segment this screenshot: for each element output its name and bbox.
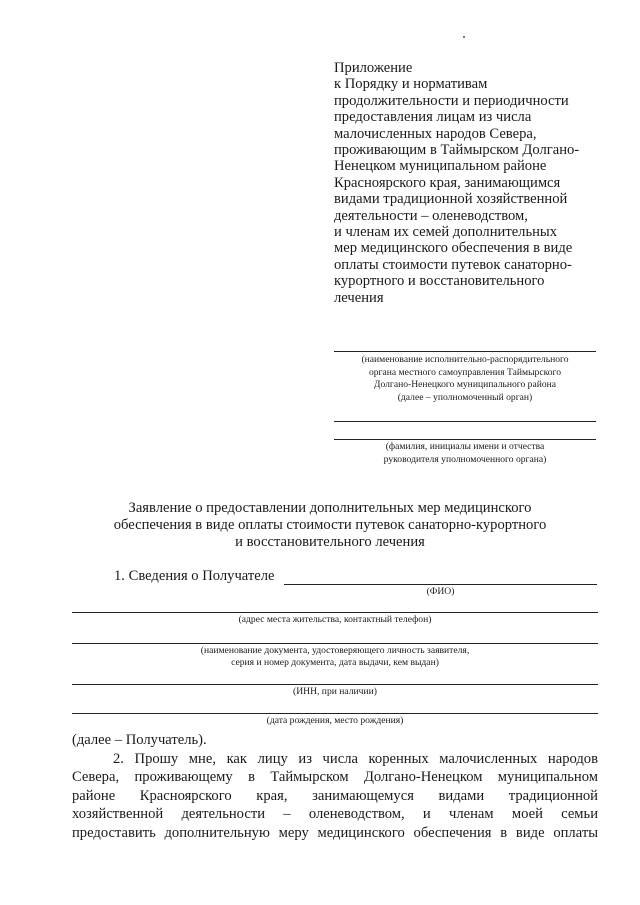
annex-line: Приложение: [334, 60, 413, 76]
section2-line: хозяйственной деятельности – оленеводством, и членам моей семьи: [72, 806, 598, 823]
annex-line: Красноярского края, занимающимся: [334, 174, 561, 191]
annex-line: курортного и восстановительного: [334, 273, 545, 290]
annex-line: лечения: [334, 289, 384, 306]
section2-line: предоставить дополнительную меру медицинского обеспечения в виде оплаты: [72, 824, 598, 841]
fio-field[interactable]: [284, 584, 597, 585]
recipient-note: (далее – Получатель).: [72, 732, 207, 748]
birth-caption: (дата рождения, место рождения): [266, 715, 404, 726]
body-text: [72, 731, 598, 843]
caption-line: (далее – уполномоченный орган): [397, 391, 533, 403]
title-line: Заявление о предоставлении дополнительных мер медицинского: [128, 500, 532, 516]
address-field[interactable]: [72, 612, 598, 613]
annex-line: оплаты стоимости путевок санаторно-: [334, 256, 572, 273]
annex-line: предоставления лицам из числа: [334, 109, 532, 126]
organ-name-field[interactable]: [334, 351, 596, 352]
annex-header: [334, 60, 624, 306]
address-caption: (адрес места жительства, контактный телефон): [238, 614, 432, 625]
inn-caption: (ИНН, при наличии): [293, 686, 377, 697]
head-name-field-1[interactable]: [334, 421, 596, 422]
title-line: обеспечения в виде оплаты стоимости путевок санаторно-курортного: [113, 517, 547, 533]
caption-line: органа местного самоуправления Таймырского: [368, 366, 562, 378]
section2-line: районе Красноярского края, занимающемуся видами традиционной: [72, 787, 598, 804]
id-document-caption-1: (наименование документа, удостоверяющего личность заявителя,: [200, 645, 470, 656]
title-line: и восстановительного лечения: [235, 534, 425, 550]
caption-line: руководителя уполномоченного органа): [383, 453, 547, 465]
annex-line: к Порядку и нормативам: [334, 76, 488, 93]
organ-caption: [334, 354, 596, 404]
section2-line: 2. Прошу мне, как лицу из числа коренных малочисленных народов: [113, 750, 598, 767]
head-caption: [334, 441, 596, 466]
caption-line: (наименование исполнительно-распорядительного: [361, 354, 569, 365]
annex-line: деятельности – оленеводством,: [334, 207, 528, 224]
annex-line: продолжительности и периодичности: [334, 92, 569, 109]
inn-field[interactable]: [72, 684, 598, 685]
section1-label: 1. Сведения о Получателе: [114, 568, 275, 584]
birth-field[interactable]: [72, 713, 598, 714]
annex-line: Ненецком муниципальном районе: [334, 158, 547, 175]
annex-line: мер медицинского обеспечения в виде: [334, 240, 573, 257]
application-title: [60, 500, 600, 551]
section2-line: Севера, проживающему в Таймырском Долгано-Ненецком муниципальном: [72, 769, 598, 786]
annex-line: и членам их семей дополнительных: [334, 224, 558, 241]
caption-line: Долгано-Ненецкого муниципального района: [373, 379, 557, 390]
id-document-field[interactable]: [72, 643, 598, 644]
head-name-field-2[interactable]: [334, 439, 596, 440]
caption-line: (фамилия, инициалы имени и отчества: [385, 441, 545, 452]
id-document-caption-2: серия и номер документа, дата выдачи, кем выдан): [231, 657, 439, 668]
annex-line: видами традиционной хозяйственной: [334, 191, 568, 208]
annex-line: малочисленных народов Севера,: [334, 125, 537, 142]
fio-caption: (ФИО): [426, 586, 455, 597]
annex-line: проживающим в Таймырском Долгано-: [334, 142, 580, 159]
scan-speck: [463, 36, 465, 38]
